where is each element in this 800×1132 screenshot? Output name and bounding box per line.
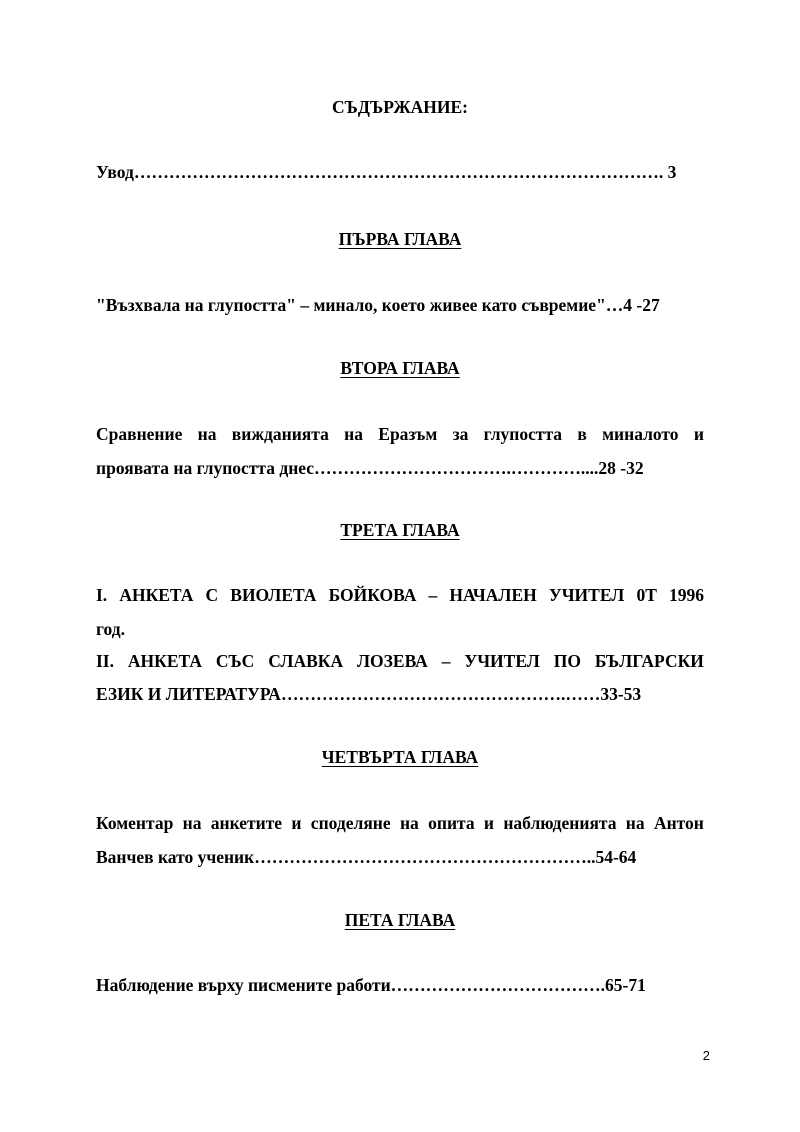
word: миналото: [602, 424, 679, 444]
word: на: [399, 813, 419, 833]
word: НАЧАЛЕН: [449, 585, 537, 605]
justified-line: [96, 424, 704, 444]
word: и: [291, 813, 302, 833]
word: Антон: [653, 813, 704, 833]
word: Коментар: [96, 813, 174, 833]
word: Еразъм: [378, 424, 438, 444]
chapter-3-entry-line-2: год.: [96, 619, 125, 639]
chapter-2-entry-line-1: [96, 424, 704, 444]
word: на: [197, 424, 217, 444]
justified-line: [96, 585, 704, 605]
toc-title: СЪДЪРЖАНИЕ:: [332, 97, 468, 117]
word: СЪС: [215, 651, 255, 671]
word: I.: [96, 585, 108, 605]
word: ЛОЗЕВА: [357, 651, 428, 671]
word: –: [428, 585, 438, 605]
word: за: [452, 424, 469, 444]
page-number: 2: [702, 1048, 710, 1063]
chapter-3-entry-line-4: ЕЗИК И ЛИТЕРАТУРА………………………………………….……33-53: [96, 684, 642, 704]
word: АНКЕТА: [119, 585, 194, 605]
word: АНКЕТА: [127, 651, 202, 671]
word: СЛАВКА: [268, 651, 344, 671]
word: БЪЛГАРСКИ: [594, 651, 704, 671]
justified-line: [96, 813, 704, 833]
word: и: [483, 813, 495, 833]
toc-entry-intro: Увод………………………………………………………………………………. 3: [96, 162, 677, 182]
word: и: [693, 424, 704, 444]
word: в: [577, 424, 587, 444]
word: Сравнение: [96, 424, 183, 444]
chapter-1-heading: ПЪРВА ГЛАВА: [338, 229, 462, 249]
word: глупостта: [483, 424, 563, 444]
chapter-4-entry-line-1: [96, 813, 704, 833]
word: на: [625, 813, 645, 833]
word: С: [205, 585, 219, 605]
word: ВИОЛЕТА: [230, 585, 317, 605]
word: УЧИТЕЛ: [548, 585, 625, 605]
word: вижданията: [231, 424, 329, 444]
chapter-5-entry: Наблюдение върху писмените работи……………………………….65-71: [96, 975, 646, 995]
chapter-3-entry-line-1: [96, 585, 704, 605]
chapter-2-entry-line-2: проявата на глупостта днес…………………………….…………....28 -32: [96, 458, 644, 478]
chapter-2-heading: ВТОРА ГЛАВА: [340, 358, 460, 378]
word: анкетите: [210, 813, 283, 833]
chapter-4-entry-line-2: Ванчев като ученик…………………………………………………..54-64: [96, 847, 637, 867]
word: споделяне: [310, 813, 391, 833]
chapter-3-heading: ТРЕТА ГЛАВА: [340, 520, 460, 540]
justified-line: [96, 651, 704, 671]
word: –: [441, 651, 451, 671]
word: УЧИТЕЛ: [464, 651, 540, 671]
word: 0Т: [636, 585, 657, 605]
chapter-1-entry: "Възхвала на глупостта" – минало, което живее като съвремие"…4 -27: [96, 295, 660, 315]
word: II.: [96, 651, 114, 671]
chapter-4-heading: ЧЕТВЪРТА ГЛАВА: [321, 747, 479, 767]
chapter-5-heading: ПЕТА ГЛАВА: [344, 910, 456, 930]
word: на: [344, 424, 363, 444]
word: ПО: [553, 651, 581, 671]
chapter-3-entry-line-3: [96, 651, 704, 671]
word: наблюденията: [503, 813, 617, 833]
word: БОЙКОВА: [328, 585, 417, 605]
word: опита: [428, 813, 475, 833]
word: на: [182, 813, 202, 833]
word: 1996: [669, 585, 704, 605]
